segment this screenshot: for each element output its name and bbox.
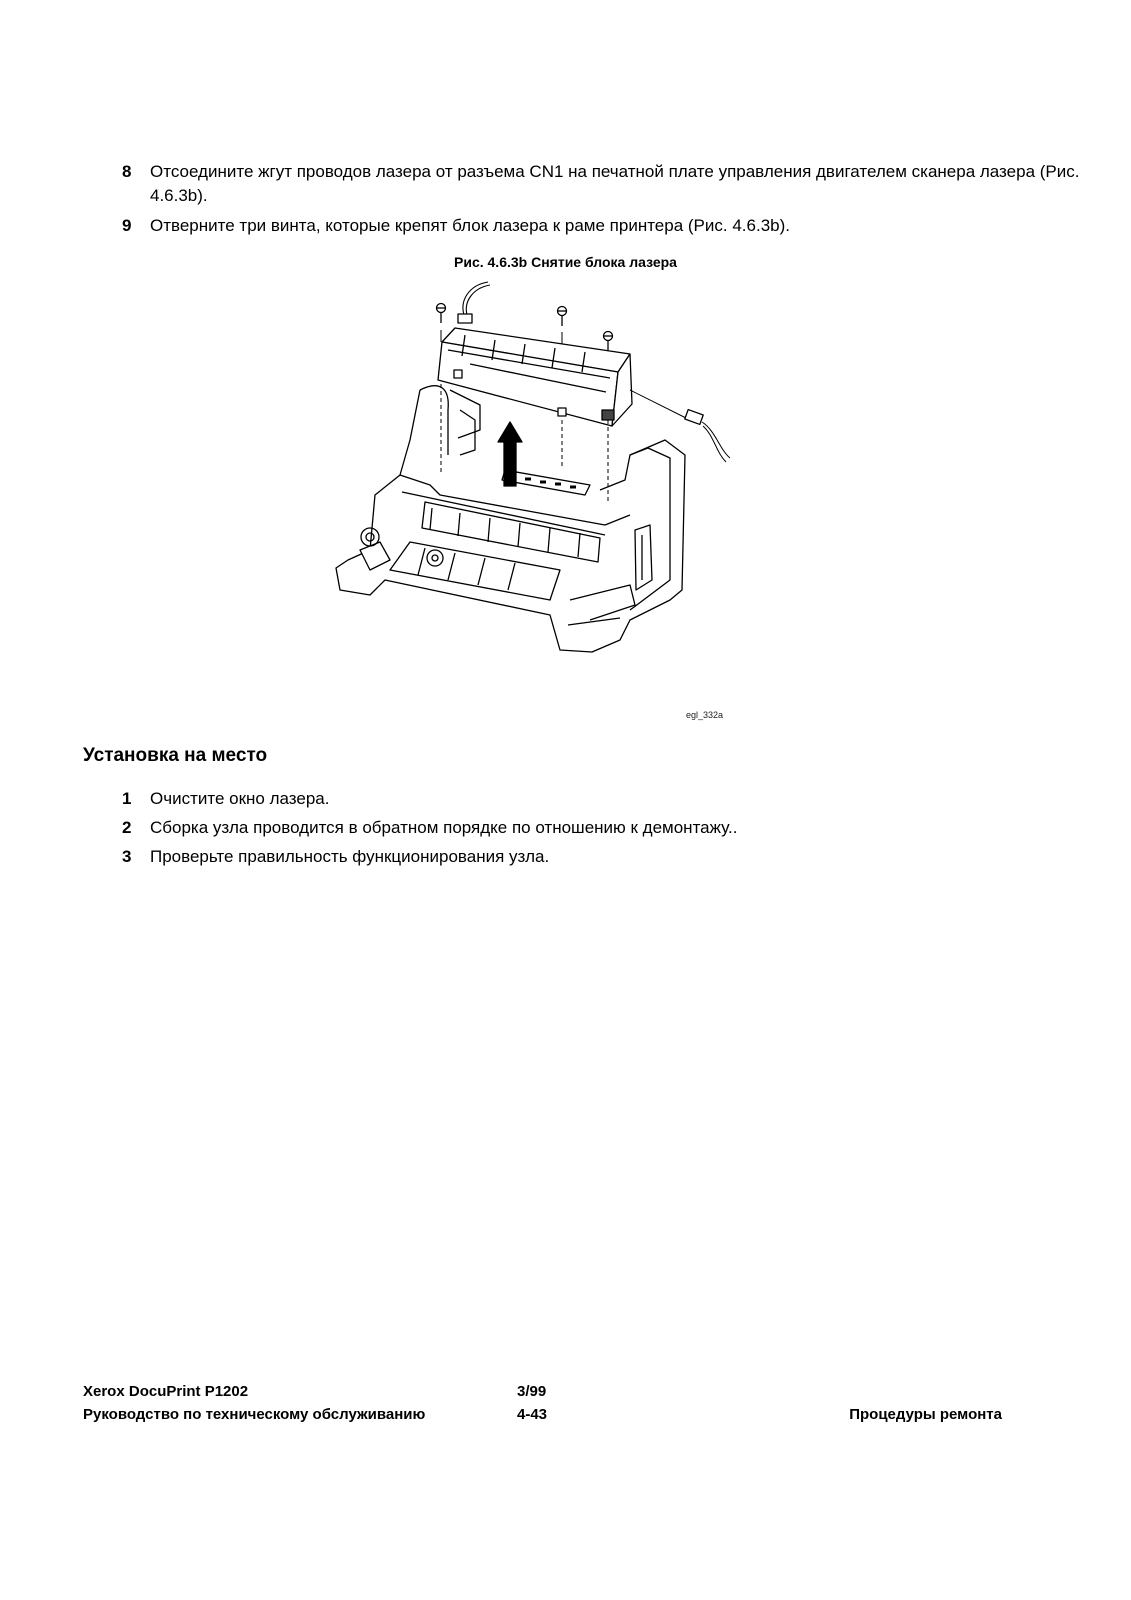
- footer-date: 3/99: [517, 1383, 547, 1400]
- step-text: Очистите окно лазера.: [150, 789, 330, 808]
- section-heading: Установка на место: [83, 745, 268, 766]
- reinstall-steps-list: [122, 787, 737, 874]
- step-item: [122, 214, 1131, 238]
- step-number: 8: [122, 162, 132, 181]
- step-item: [122, 845, 737, 869]
- step-number: 3: [122, 847, 132, 866]
- footer-manual-title: Руководство по техническому обслуживанию: [83, 1406, 426, 1423]
- step-text: Отсоедините жгут проводов лазера от разъема CN1 на печатной плате управления двигателем сканера лазера (Рис. 4.6.3b).: [150, 162, 1080, 205]
- step-item: [122, 160, 1131, 208]
- screw-icon: [437, 304, 446, 343]
- laser-unit-removal-illustration: [330, 280, 750, 720]
- footer-section-name: Процедуры ремонта: [849, 1406, 1002, 1423]
- laser-unit: [438, 328, 632, 426]
- step-number: 2: [122, 818, 132, 837]
- footer-product-name: Xerox DocuPrint P1202: [83, 1383, 249, 1400]
- step-text: Проверьте правильность функционирования узла.: [150, 847, 550, 866]
- removal-steps-list: [122, 160, 1131, 244]
- screw-icon: [558, 307, 567, 346]
- step-number: 9: [122, 216, 132, 235]
- step-text: Сборка узла проводится в обратном порядке по отношению к демонтажу..: [150, 818, 738, 837]
- figure-image-code: egl_332a: [686, 710, 724, 720]
- step-text: Отверните три винта, которые крепят блок лазера к раме принтера (Рис. 4.6.3b).: [150, 216, 790, 235]
- screw-icon: [604, 332, 613, 352]
- page-footer: [83, 1383, 1003, 1433]
- footer-page-number: 4-43: [517, 1406, 548, 1423]
- figure-caption: Рис. 4.6.3b Снятие блока лазера: [454, 254, 677, 270]
- step-item: [122, 787, 737, 811]
- step-number: 1: [122, 789, 132, 808]
- step-item: [122, 816, 737, 840]
